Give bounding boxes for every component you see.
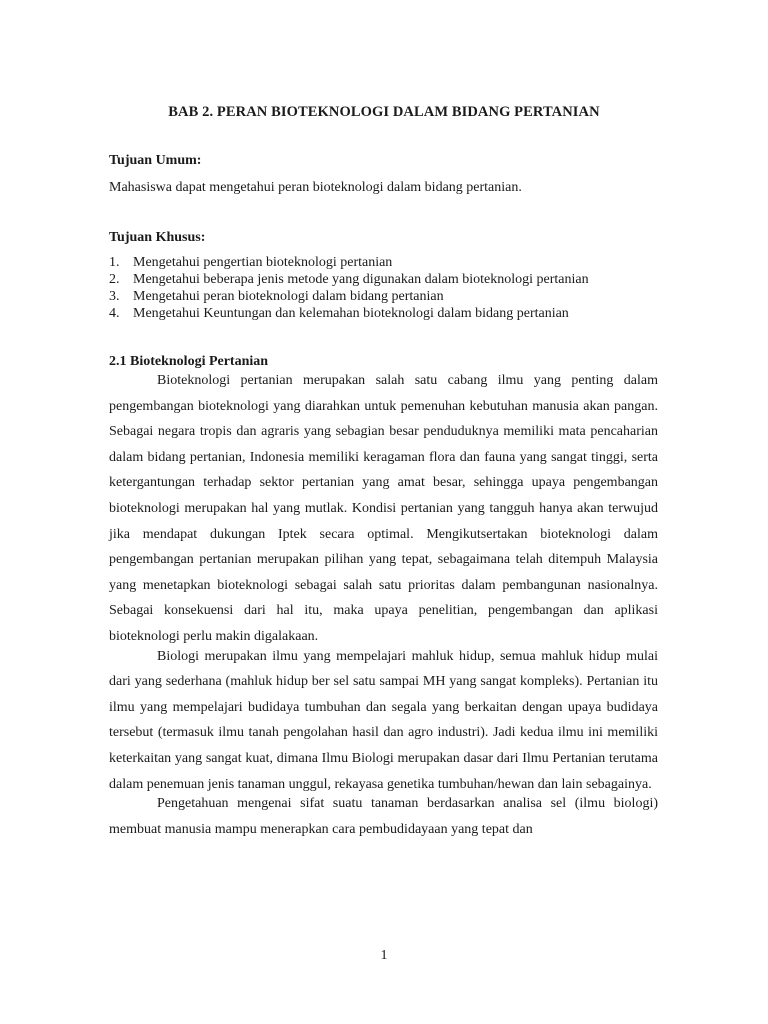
list-item — [109, 288, 589, 305]
list-item-text: Mengetahui Keuntungan dan kelemahan bioteknologi dalam bidang pertanian — [133, 306, 569, 321]
paragraph: Pengetahuan mengenai sifat suatu tanaman berdasarkan analisa sel (ilmu biologi) membuat manusia mampu menerapkan cara pembudidayaan yang tepat dan — [109, 796, 658, 837]
list-item-number: 4. — [109, 306, 120, 321]
specific-goals-heading: Tujuan Khusus: — [109, 230, 206, 245]
list-item-number: 2. — [109, 272, 120, 287]
list-item-text: Mengetahui beberapa jenis metode yang digunakan dalam bioteknologi pertanian — [133, 272, 589, 287]
paragraph: Biologi merupakan ilmu yang mempelajari mahluk hidup, semua mahluk hidup mulai dari yang sederhana (mahluk hidup ber sel satu sampai MH yang sangat kompleks). Pertanian itu ilmu yang mempelajari budidaya tumbuhan dan segala yang berkaitan dengan upaya budidaya tersebut (termasuk ilmu tanah pengolahan hasil dan agro industri). Jadi kedua ilmu ini memiliki keterkaitan yang sangat kuat, dimana Ilmu Biologi merupakan dasar dari Ilmu Pertanian terutama dalam penemuan jenis tanaman unggul, rekayasa genetika tumbuhan/hewan dan lain sebagainya. — [109, 648, 658, 792]
specific-goals-list — [109, 254, 589, 322]
list-item — [109, 271, 589, 288]
list-item-number: 1. — [109, 255, 120, 270]
list-item-text: Mengetahui pengertian bioteknologi pertanian — [133, 255, 393, 270]
paragraph: Bioteknologi pertanian merupakan salah satu cabang ilmu yang penting dalam pengembangan bioteknologi yang diarahkan untuk pemenuhan kebutuhan manusia akan pangan. Sebagai negara tropis dan agraris yang sebagian besar penduduknya memiliki mata pencaharian dalam bidang pertanian, Indonesia memiliki keragaman flora dan fauna yang sangat tinggi, serta ketergantungan terhadap sektor pertanian yang amat besar, sehingga upaya pengembangan bioteknologi merupakan hal yang mutlak. Kondisi pertanian yang tangguh hanya akan terwujud jika mendapat dukungan Iptek secara optimal. Mengikutsertakan bioteknologi dalam pengembangan pertanian merupakan pilihan yang tepat, sebagaimana telah ditempuh Malaysia yang menetapkan bioteknologi sebagai salah satu prioritas dalam pembangunan nasionalnya. Sebagai konsekuensi dari hal itu, maka upaya penelitian, pengembangan dan aplikasi bioteknologi perlu makin digalakaan. — [109, 373, 658, 644]
list-item — [109, 305, 589, 322]
chapter-title: BAB 2. PERAN BIOTEKNOLOGI DALAM BIDANG PERTANIAN — [168, 104, 600, 120]
list-item-number: 3. — [109, 289, 120, 304]
list-item — [109, 254, 589, 271]
general-goal-text: Mahasiswa dapat mengetahui peran bioteknologi dalam bidang pertanian. — [109, 180, 522, 195]
page-number: 1 — [380, 948, 388, 963]
list-item-text: Mengetahui peran bioteknologi dalam bidang pertanian — [133, 289, 444, 304]
general-goal-heading: Tujuan Umum: — [109, 153, 202, 168]
section-heading: 2.1 Bioteknologi Pertanian — [109, 354, 269, 369]
section-body — [109, 368, 658, 842]
